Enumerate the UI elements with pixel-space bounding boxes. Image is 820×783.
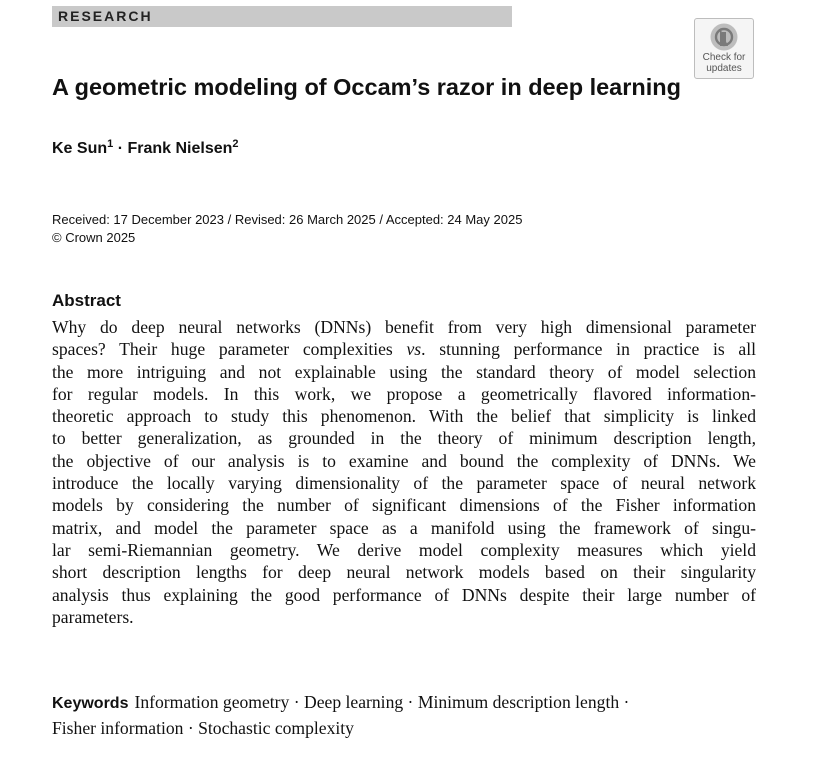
copyright-line: © Crown 2025 <box>52 230 136 245</box>
author-name[interactable]: Frank Nielsen <box>127 140 233 157</box>
abstract-line: the objective of our analysis is to examine and bound the complexity of DNNs. We <box>52 450 756 471</box>
section-label: RESEARCH <box>58 8 153 24</box>
keywords-list: Information geometry · Deep learning · Minimum description length · <box>134 692 630 712</box>
abstract-heading: Abstract <box>52 291 121 310</box>
keywords-block <box>52 690 756 740</box>
author-affiliation[interactable]: 2 <box>232 138 239 150</box>
author-list <box>52 140 239 158</box>
abstract-line: for regular models. In this work, we propose a geometrically flavored information- <box>52 383 756 404</box>
abstract-line: models by considering the number of significant dimensions of the Fisher information <box>52 495 756 516</box>
abstract-line: parameters. <box>52 606 134 627</box>
keywords-line <box>52 690 756 716</box>
abstract-line: spaces? Their huge parameter complexities vs. stunning performance in practice is all <box>52 339 756 360</box>
abstract-line: lar semi-Riemannian geometry. We derive model complexity measures which yield <box>52 539 756 560</box>
abstract-text <box>52 316 756 628</box>
abstract-line: short description lengths for deep neural network models based on their singularity <box>52 562 756 583</box>
abstract-line: to better generalization, as grounded in the theory of minimum description length, <box>52 428 756 449</box>
badge-line-2: updates <box>706 63 742 74</box>
badge-line-1: Check for <box>702 52 746 63</box>
publication-history <box>52 211 522 247</box>
abstract-line: matrix, and model the parameter space as a manifold using the framework of singu- <box>52 517 756 538</box>
section-label-bar <box>52 6 512 27</box>
italic-vs: vs <box>406 339 422 360</box>
abstract-line: the more intriguing and not explainable using the standard theory of model selection <box>52 361 756 382</box>
author-separator: · <box>117 140 124 157</box>
check-for-updates-text <box>695 52 753 74</box>
author-affiliation[interactable]: 1 <box>107 138 114 150</box>
abstract-line: analysis thus explaining the good performance of DNNs despite their large number of <box>52 584 756 605</box>
abstract-line: theoretic approach to study this phenomenon. With the belief that simplicity is linked <box>52 406 756 427</box>
received-revised-accepted-dates: Received: 17 December 2023 / Revised: 26 March 2025 / Accepted: 24 May 2025 <box>52 212 523 227</box>
author-name[interactable]: Ke Sun <box>52 140 108 157</box>
abstract-line: introduce the locally varying dimensionality of the parameter space of neural network <box>52 473 756 494</box>
abstract-line: Why do deep neural networks (DNNs) benefit from very high dimensional parameter <box>52 317 756 337</box>
check-for-updates-badge[interactable] <box>694 18 754 79</box>
article-title: A geometric modeling of Occam’s razor in deep learning <box>52 74 681 100</box>
check-for-updates-icon <box>708 22 740 52</box>
keywords-label: Keywords <box>52 695 129 712</box>
keywords-line: Fisher information · Stochastic complexity <box>52 718 354 738</box>
